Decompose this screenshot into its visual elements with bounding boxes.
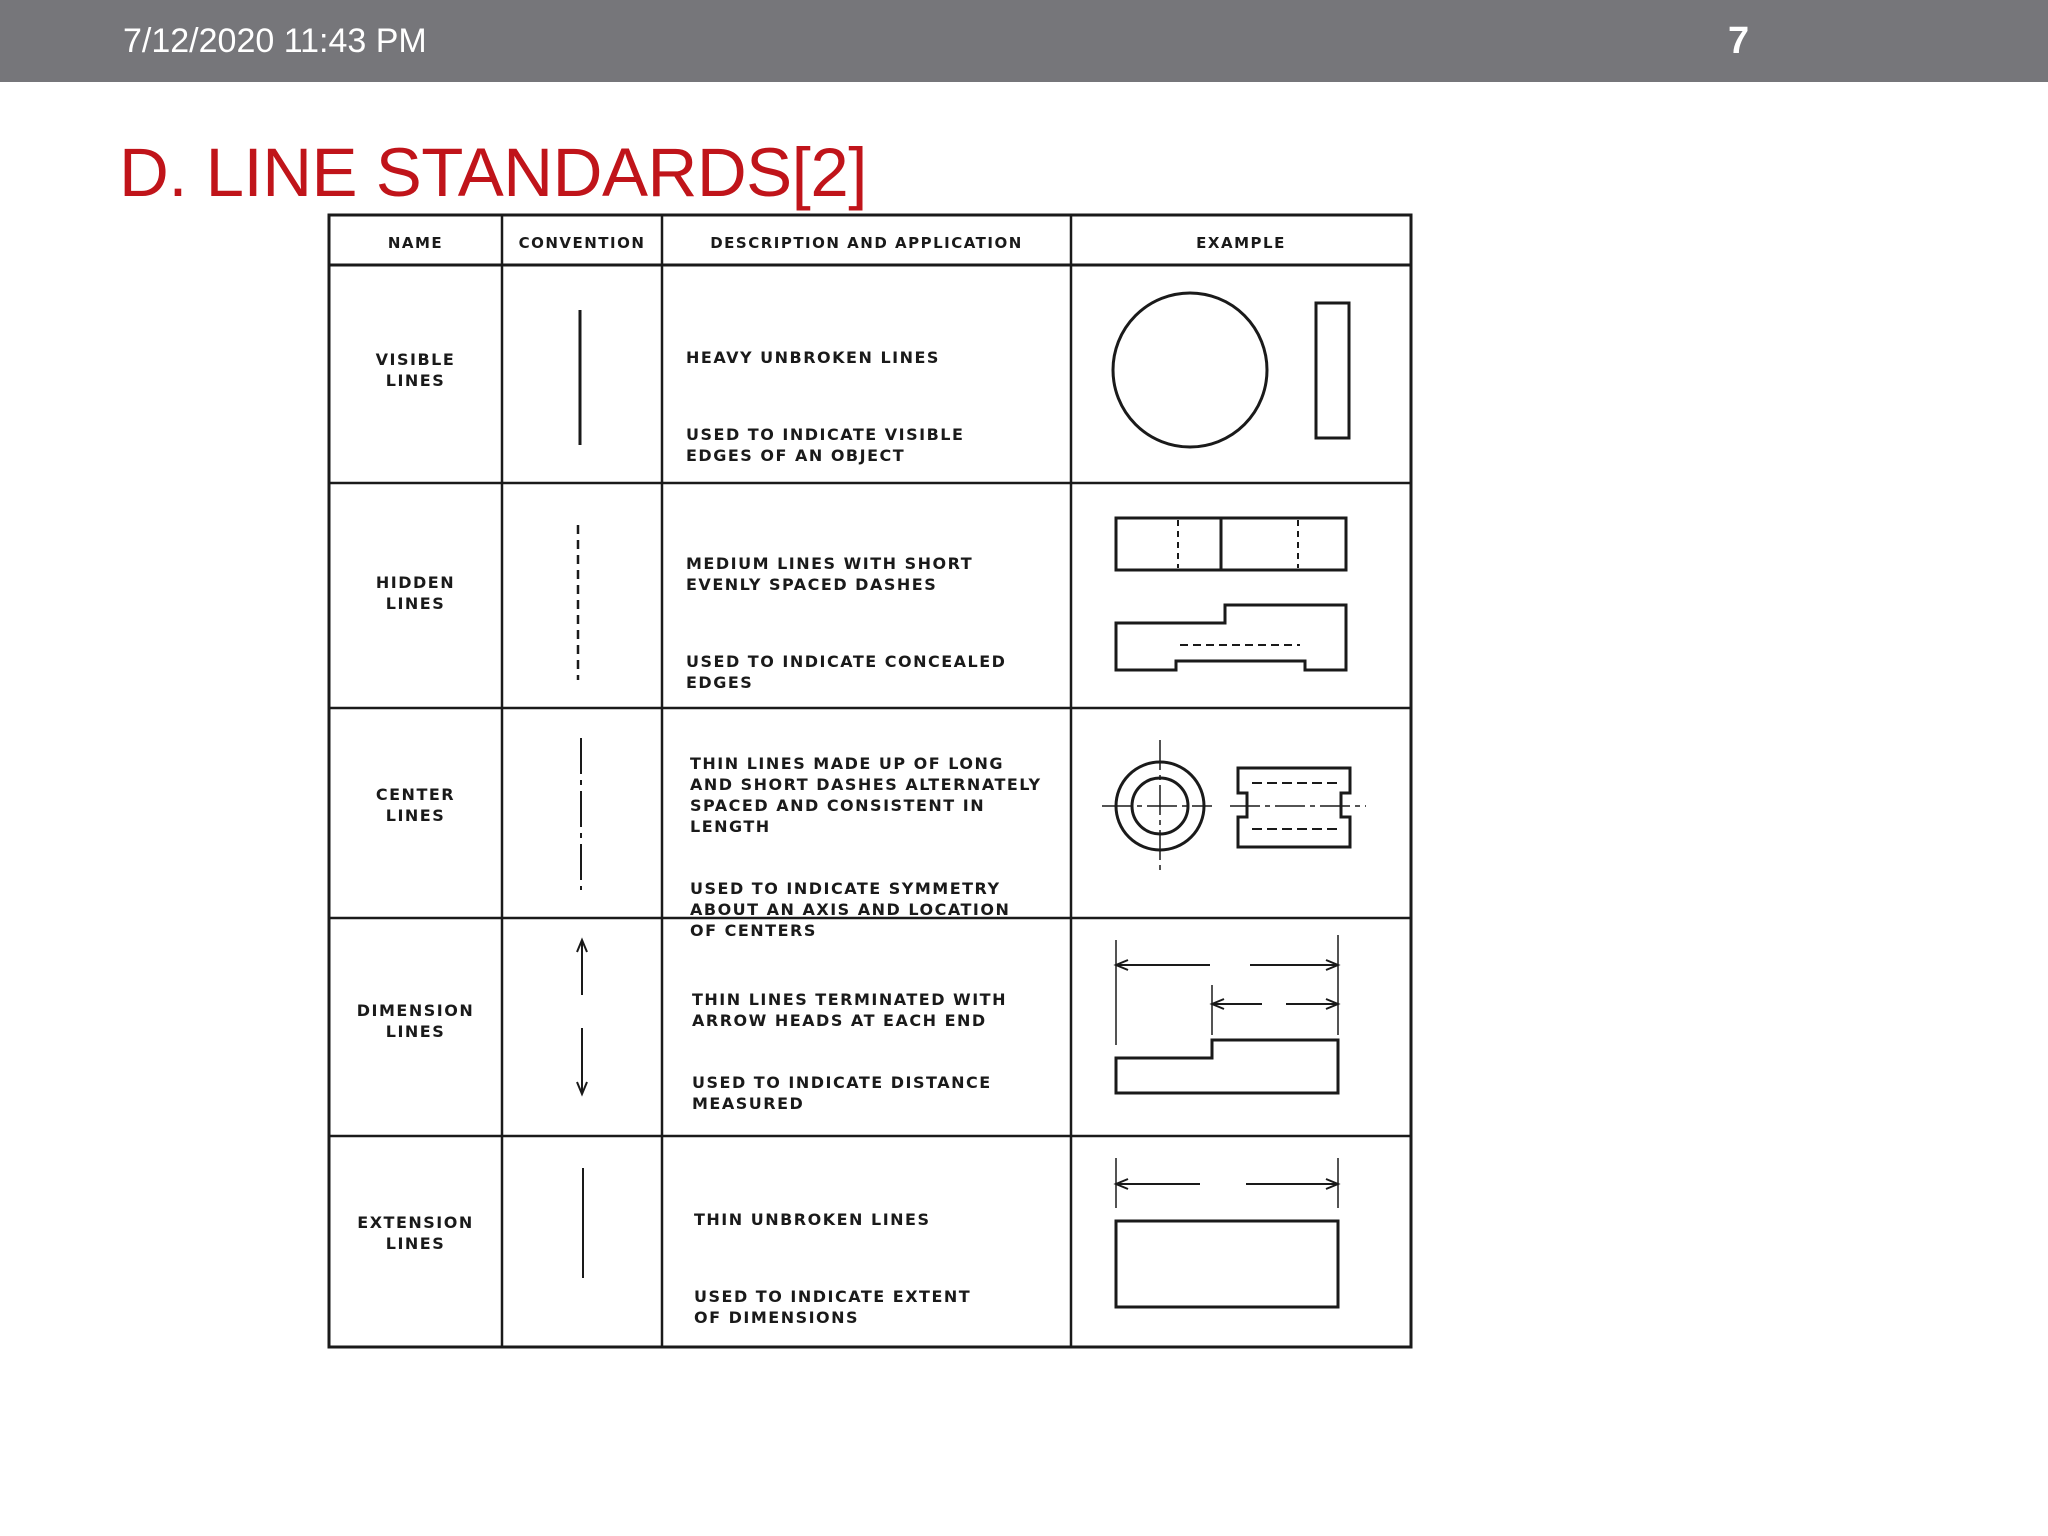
desc-text: HEAVY UNBROKEN LINES	[686, 348, 940, 367]
row-name-extension: EXTENSION LINES	[357, 1213, 474, 1253]
dimension-lines-example	[1116, 935, 1338, 1093]
desc-text: THIN LINES TERMINATED WITH ARROW HEADS AT EACH END	[692, 990, 1007, 1030]
row-desc-center	[690, 732, 1070, 962]
desc-text: MEDIUM LINES WITH SHORT EVENLY SPACED DASHES	[686, 554, 974, 594]
header-description: DESCRIPTION AND APPLICATION	[710, 234, 1023, 252]
visible-lines-example	[1113, 293, 1349, 447]
desc-text: THIN UNBROKEN LINES	[694, 1210, 931, 1229]
row-desc-dimension	[692, 968, 1067, 1135]
slide-page-number: 7	[1728, 20, 1750, 62]
row-name-visible: VISIBLE LINES	[375, 350, 456, 390]
slide-date: 7/12/2020 11:43 PM	[123, 22, 427, 60]
row-name-dimension: DIMENSION LINES	[356, 1001, 475, 1041]
dimension-line-sample	[577, 940, 587, 1094]
application-text: USED TO INDICATE VISIBLE EDGES OF AN OBJECT	[686, 425, 965, 465]
row-desc-extension	[694, 1188, 1069, 1349]
desc-text: THIN LINES MADE UP OF LONG AND SHORT DASHES ALTERNATELY SPACED AND CONSISTENT IN LENGTH	[690, 754, 1042, 836]
application-text: USED TO INDICATE EXTENT OF DIMENSIONS	[694, 1287, 972, 1327]
hidden-lines-example	[1116, 518, 1346, 670]
header-convention: CONVENTION	[518, 234, 646, 252]
row-desc-visible	[686, 326, 1066, 487]
header-example: EXAMPLE	[1196, 234, 1286, 252]
row-name-hidden: HIDDEN LINES	[375, 573, 456, 613]
application-text: USED TO INDICATE SYMMETRY ABOUT AN AXIS AND LOCATION OF CENTERS	[690, 879, 1011, 940]
slide-title: D. LINE STANDARDS[2]	[119, 134, 867, 211]
row-desc-hidden	[686, 532, 1066, 714]
row-name-center: CENTER LINES	[375, 785, 456, 825]
extension-lines-example	[1116, 1158, 1338, 1307]
application-text: USED TO INDICATE DISTANCE MEASURED	[692, 1073, 992, 1113]
center-lines-example	[1102, 740, 1366, 870]
application-text: USED TO INDICATE CONCEALED EDGES	[686, 652, 1007, 692]
header-name: NAME	[387, 234, 444, 252]
